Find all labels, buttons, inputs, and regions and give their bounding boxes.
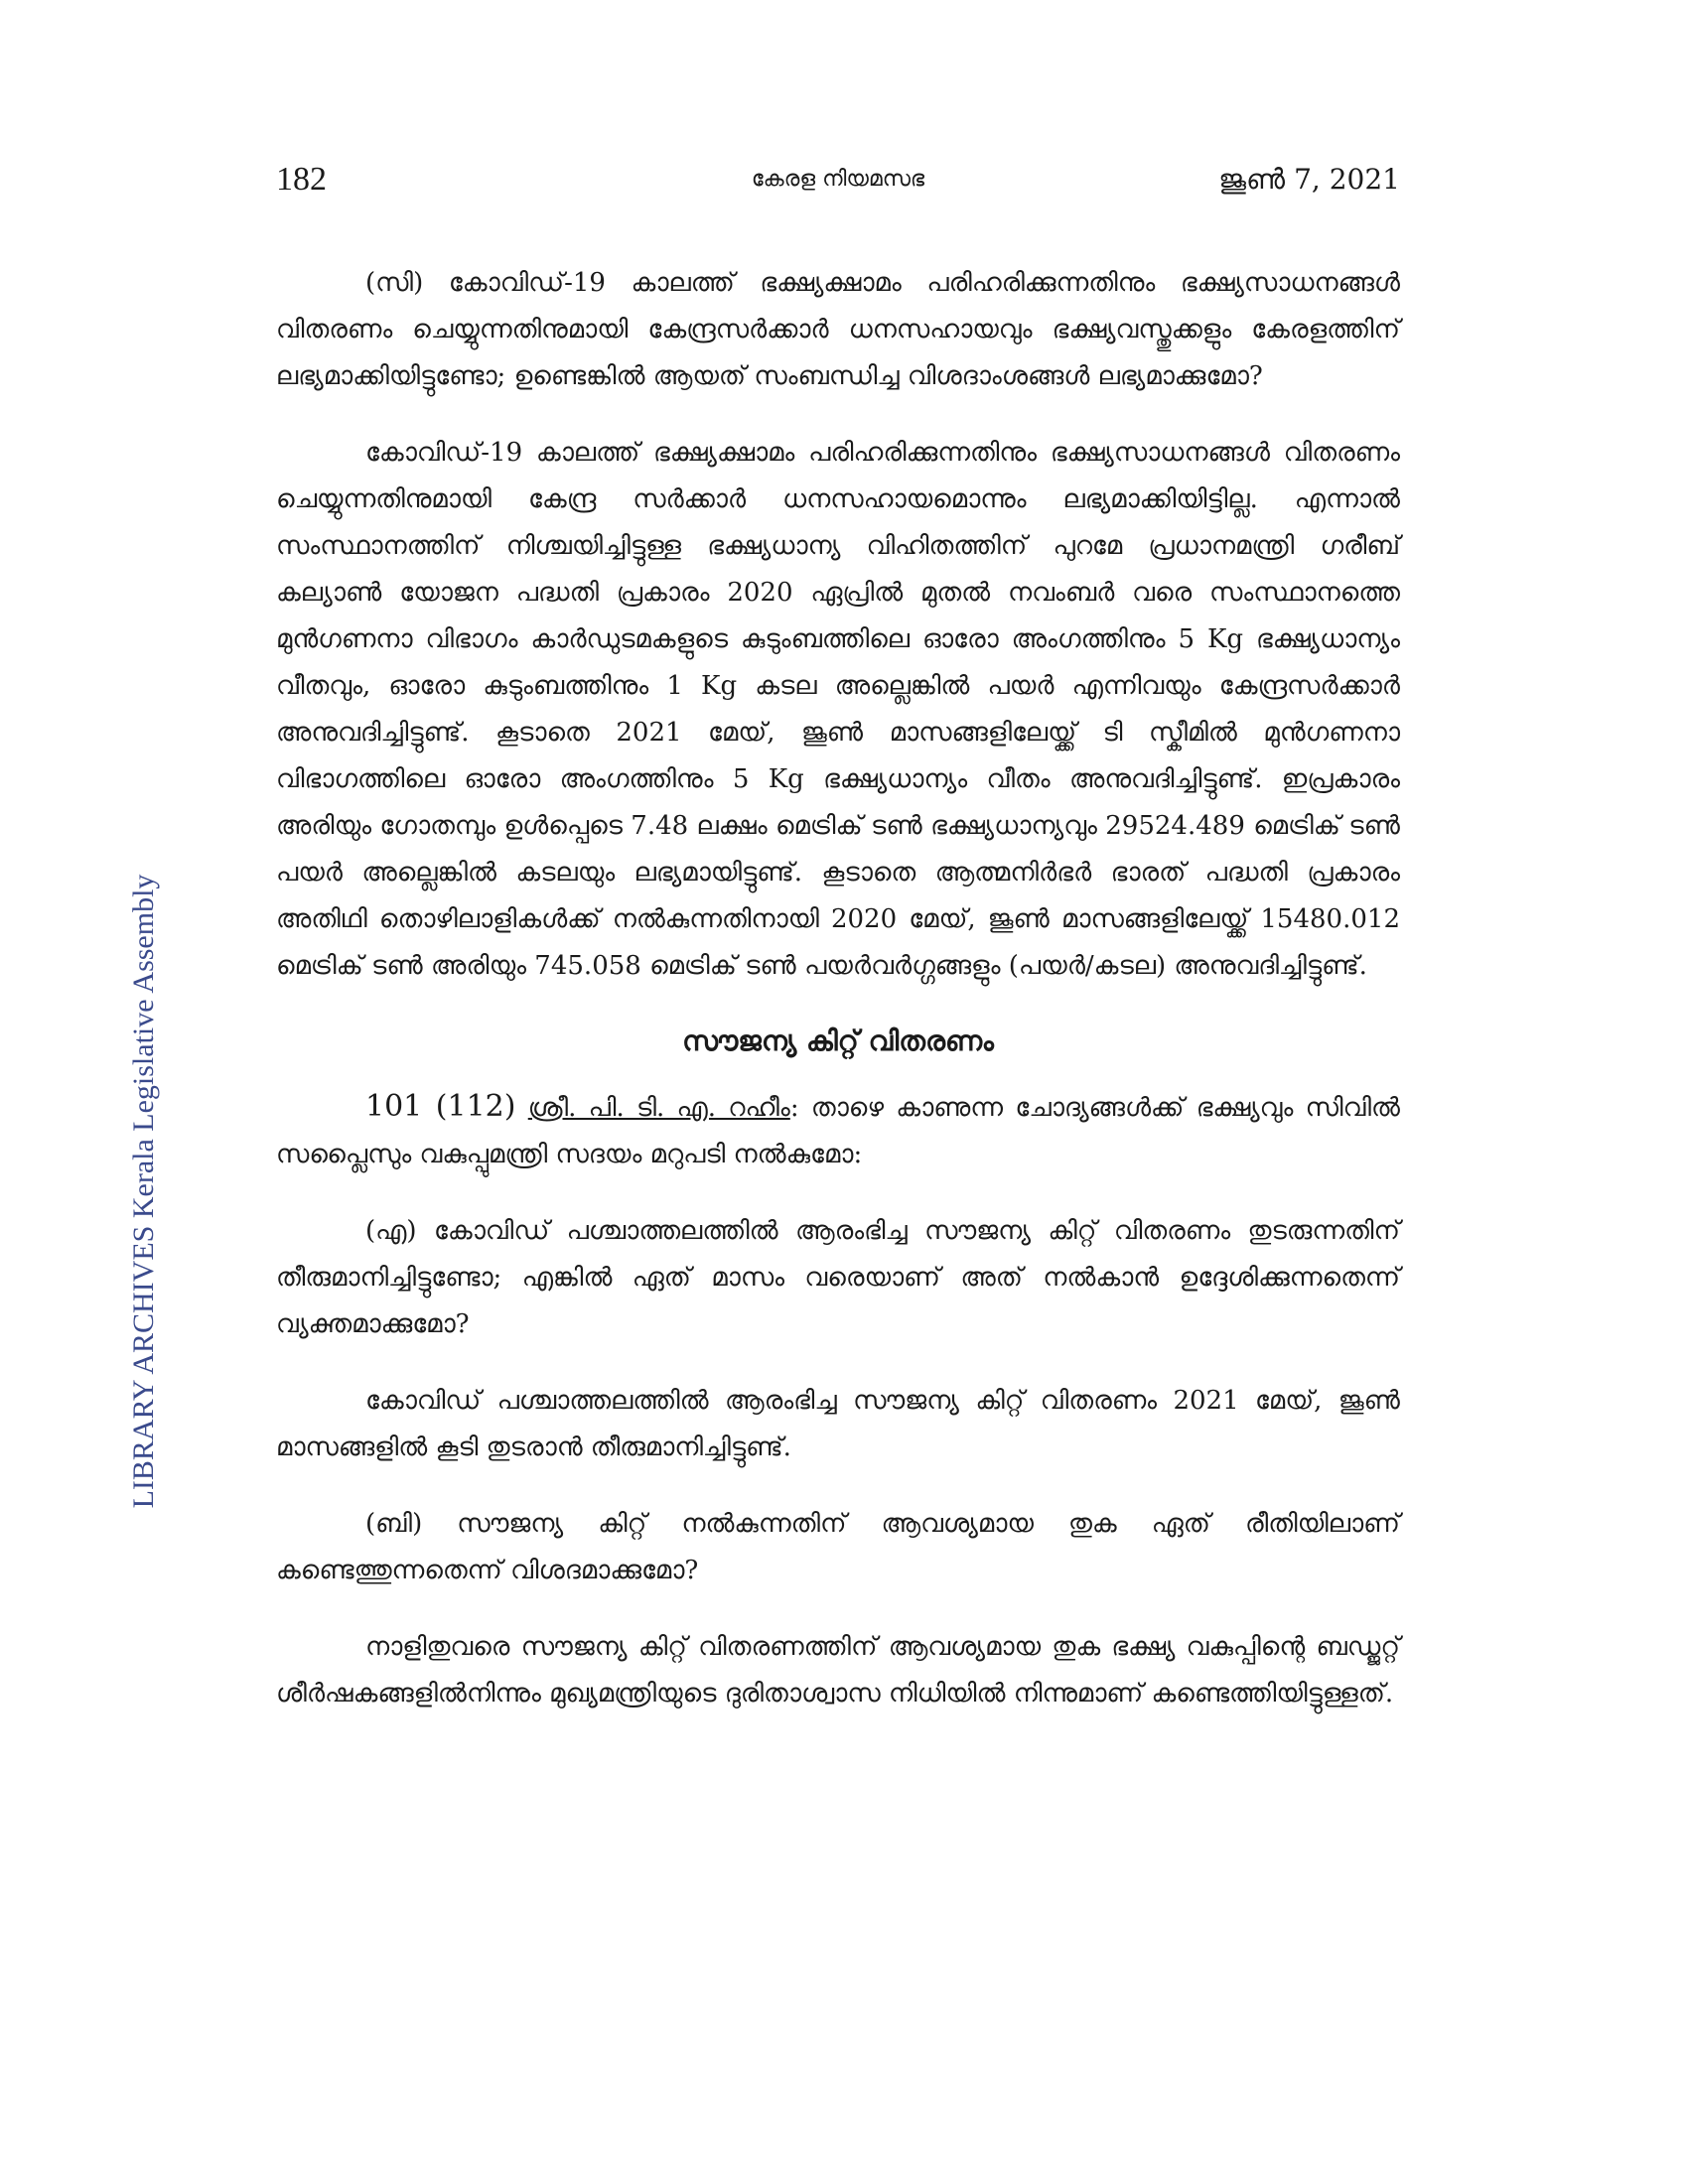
answer-c: കോവിഡ്-19 കാലത്ത് ഭക്ഷ്യക്ഷാമം പരിഹരിക്കുന്നതിനും ഭക്ഷ്യസാധനങ്ങൾ വിതരണം ചെയ്യുന്നതിനുമായി കേന്ദ്ര സർക്കാർ ധനസഹായമൊന്നും ലഭ്യമാക്കിയിട്ടില്ല. എന്നാൽ സംസ്ഥാനത്തിന് നിശ്ചയിച്ചിട്ടുള്ള ഭക്ഷ്യധാന്യ വിഹിതത്തിന് പുറമേ പ്രധാനമന്ത്രി ഗരീബ് കല്യാൺ യോജന പദ്ധതി പ്രകാരം 2020 ഏപ്രിൽ മുതൽ നവംബർ വരെ സംസ്ഥാനത്തെ മുൻഗണനാ വിഭാഗം കാർഡുടമകളുടെ കുടുംബത്തിലെ ഓരോ അംഗത്തിനും 5 Kg ഭക്ഷ്യധാന്യം വീതവും, ഓരോ കുടുംബത്തിനും 1 Kg കടല അല്ലെങ്കിൽ പയർ എന്നിവയും കേന്ദ്രസർക്കാർ അനുവദിച്ചിട്ടുണ്ട്. കൂടാതെ 2021 മേയ്, ജൂൺ മാസങ്ങളിലേയ്ക്ക് ടി സ്കീമിൽ മുൻഗണനാ വിഭാഗത്തിലെ ഓരോ അംഗത്തിനും 5 Kg ഭക്ഷ്യധാന്യം വീതം അനുവദിച്ചിട്ടുണ്ട്. ഇപ്രകാരം അരിയും ഗോതമ്പും ഉൾപ്പെടെ 7.48 ലക്ഷം മെട്രിക് ടൺ ഭക്ഷ്യധാന്യവും 29524.489 മെട്രിക് ടൺ പയർ അല്ലെങ്കിൽ കടലയും ലഭ്യമായിട്ടുണ്ട്. കൂടാതെ ആത്മനിർഭർ ഭാരത് പദ്ധതി പ്രകാരം അതിഥി തൊഴിലാളികൾക്ക് നൽകുന്നതിനായി 2020 മേയ്, ജൂൺ മാസങ്ങളിലേയ്ക്ക് 15480.012 മെട്രിക് ടൺ അരിയും 745.058 മെട്രിക് ടൺ പയർവർഗ്ഗങ്ങളും (പയർ/കടല) അനുവദിച്ചിട്ടുണ്ട്.	[276, 438, 1400, 981]
question-c: (സി) കോവിഡ്-19 കാലത്ത് ഭക്ഷ്യക്ഷാമം പരിഹരിക്കുന്നതിനും ഭക്ഷ്യസാധനങ്ങൾ വിതരണം ചെയ്യുന്നതിനുമായി കേന്ദ്രസർക്കാർ ധനസഹായവും ഭക്ഷ്യവസ്തുക്കളും കേരളത്തിന് ലഭ്യമാക്കിയിട്ടുണ്ടോ; ഉണ്ടെങ്കിൽ ആയത് സംബന്ധിച്ച വിശദാംശങ്ങൾ ലഭ്യമാക്കുമോ?	[276, 268, 1400, 391]
archive-watermark: LIBRARY ARCHIVES Kerala Legislative Assembly	[127, 874, 160, 1509]
answer-b: നാളിതുവരെ സൗജന്യ കിറ്റ് വിതരണത്തിന് ആവശ്യമായ തുക ഭക്ഷ്യ വകുപ്പിന്റെ ബഡ്ജറ്റ് ശീർഷകങ്ങളിൽനിന്നും മുഖ്യമന്ത്രിയുടെ ദുരിതാശ്വാസ നിധിയിൽ നിന്നുമാണ് കണ്ടെത്തിയിട്ടുള്ളത്.	[276, 1632, 1400, 1708]
question-number: 101 (112)	[365, 1089, 516, 1124]
question-header	[276, 1083, 1400, 1178]
question-a: (എ) കോവിഡ് പശ്ചാത്തലത്തിൽ ആരംഭിച്ച സൗജന്യ കിറ്റ് വിതരണം തുടരുന്നതിന് തീരുമാനിച്ചിട്ടുണ്ടോ; എങ്കിൽ ഏത് മാസം വരെയാണ് അത് നൽകാൻ ഉദ്ദേശിക്കുന്നതെന്ന് വ്യക്തമാക്കുമോ?	[276, 1216, 1400, 1339]
page-header	[276, 161, 1400, 210]
section-heading: സൗജന്യ കിറ്റ് വിതരണം	[682, 1024, 994, 1057]
question-intro: : താഴെ കാണുന്ന ചോദ്യങ്ങൾക്ക് ഭക്ഷ്യവും സിവിൽ സപ്ലൈസും വകുപ്പുമന്ത്രി സദയം മറുപടി നൽകുമോ:	[276, 1093, 1401, 1169]
member-name: ശ്രീ. പി. ടി. എ. റഹീം	[527, 1093, 790, 1123]
page-number: 182	[276, 161, 327, 198]
header-title: കേരള നിയമസഭ	[751, 167, 925, 192]
header-date: ജൂൺ 7, 2021	[1218, 163, 1400, 196]
answer-a: കോവിഡ് പശ്ചാത്തലത്തിൽ ആരംഭിച്ച സൗജന്യ കിറ്റ് വിതരണം 2021 മേയ്, ജൂൺ മാസങ്ങളിൽ കൂടി തുടരാൻ തീരുമാനിച്ചിട്ടുണ്ട്.	[276, 1386, 1400, 1462]
document-body	[276, 260, 1400, 1747]
question-b: (ബി) സൗജന്യ കിറ്റ് നൽകുന്നതിന് ആവശ്യമായ തുക ഏത് രീതിയിലാണ് കണ്ടെത്തുന്നതെന്ന് വിശദമാക്കുമോ?	[276, 1509, 1400, 1585]
